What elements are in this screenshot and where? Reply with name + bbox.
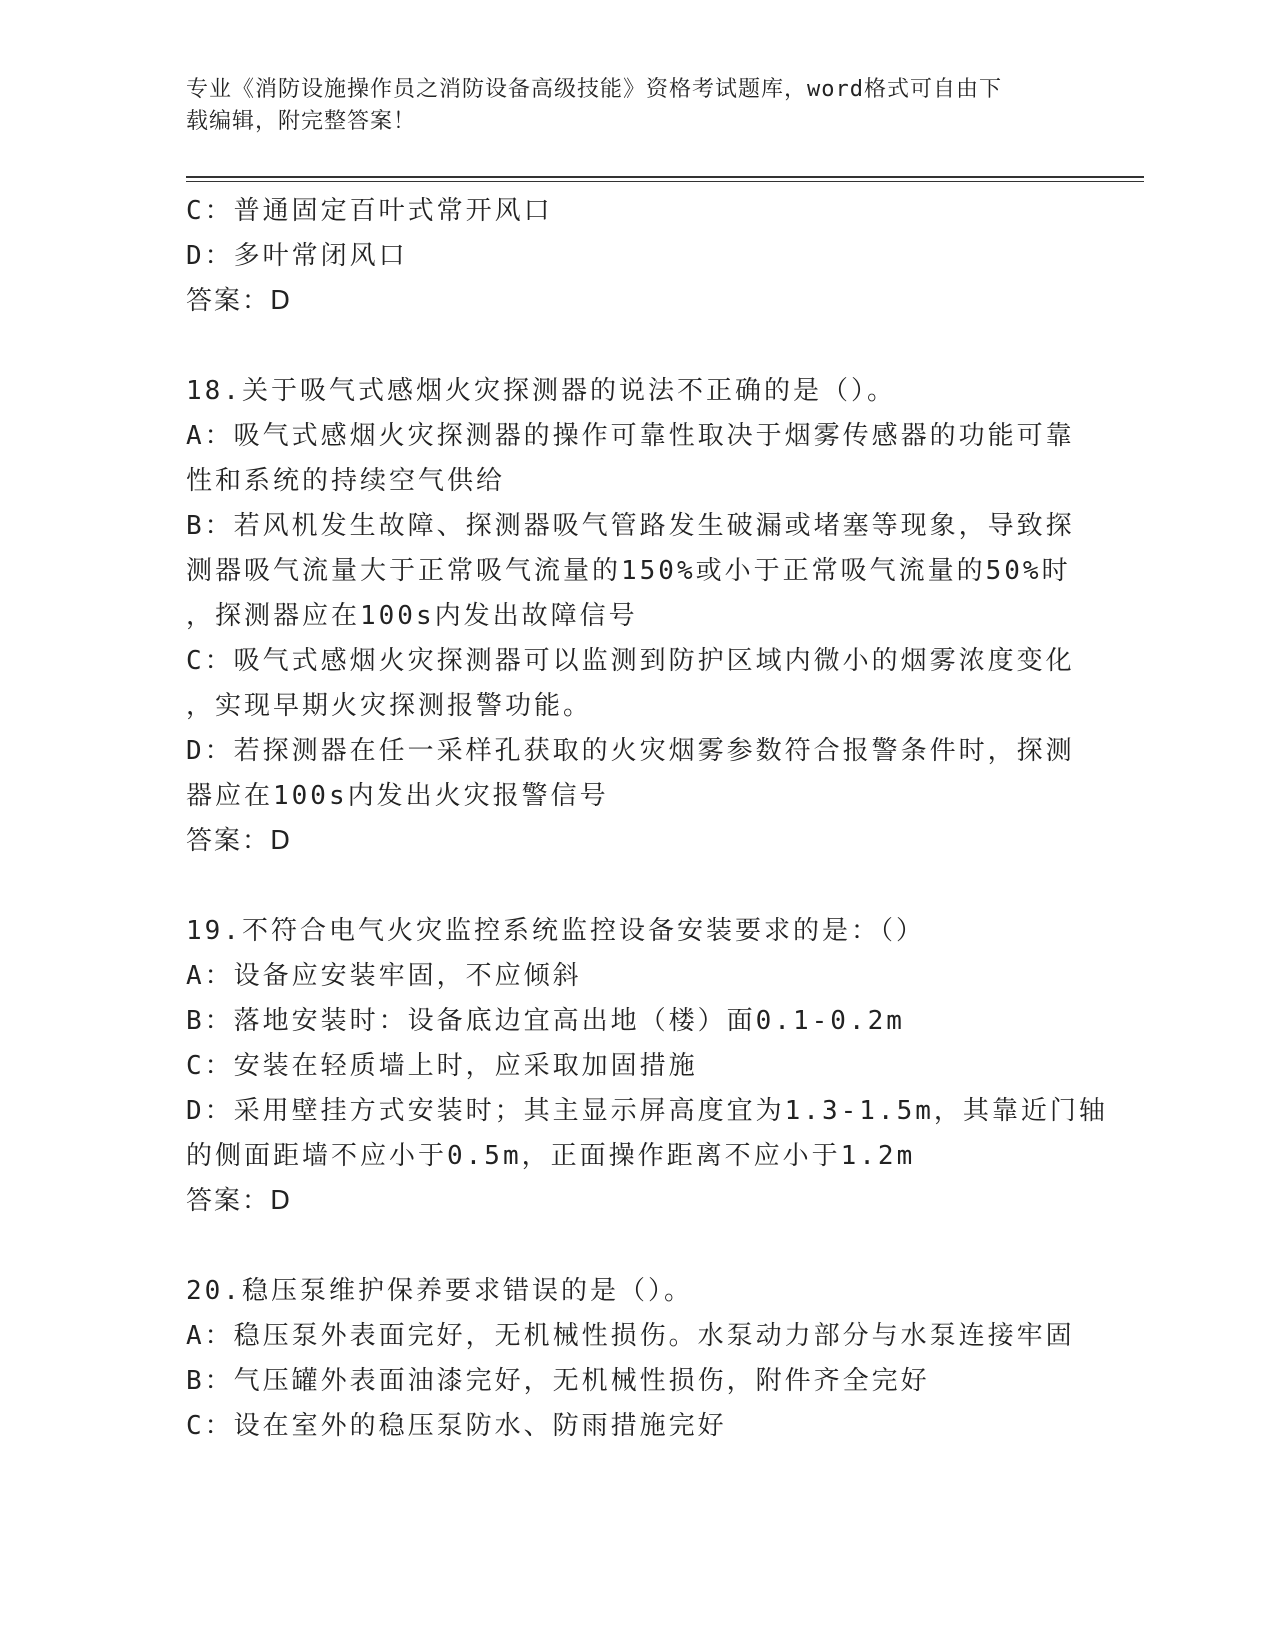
question-17-tail	[186, 189, 1086, 324]
q19-stem: 19.不符合电气火灾监控系统监控设备安装要求的是：（）	[186, 916, 925, 946]
q18-option-a-line-2: 性和系统的持续空气供给	[186, 466, 506, 496]
q18-stem: 18.关于吸气式感烟火灾探测器的说法不正确的是（）。	[186, 376, 896, 406]
q20-stem: 20.稳压泵维护保养要求错误的是（）。	[186, 1276, 693, 1306]
q18-answer: 答案：D	[186, 826, 293, 856]
header-line-2: 载编辑，附完整答案！	[186, 109, 417, 134]
q17-option-c: C：普通固定百叶式常开风口	[186, 196, 553, 226]
q19-answer: 答案：D	[186, 1186, 293, 1216]
header-divider-thick	[186, 176, 1144, 178]
q19-option-b: B：落地安装时：设备底边宜高出地（楼）面0.1-0.2m	[186, 1006, 905, 1036]
header-line-1: 专业《消防设施操作员之消防设备高级技能》资格考试题库，word格式可自由下	[186, 77, 1002, 102]
q20-option-b: B：气压罐外表面油漆完好，无机械性损伤，附件齐全完好	[186, 1366, 930, 1396]
question-18	[186, 369, 1086, 864]
q18-option-b-line-2: 测器吸气流量大于正常吸气流量的150%或小于正常吸气流量的50%时	[186, 556, 1071, 586]
q18-option-d-line-2: 器应在100s内发出火灾报警信号	[186, 781, 609, 811]
q19-option-a: A：设备应安装牢固，不应倾斜	[186, 961, 582, 991]
question-19	[186, 909, 1108, 1224]
q19-option-d-line-2: 的侧面距墙不应小于0.5m，正面操作距离不应小于1.2m	[186, 1141, 916, 1171]
q18-option-c-line-1: C：吸气式感烟火灾探测器可以监测到防护区域内微小的烟雾浓度变化	[186, 646, 1075, 676]
q17-answer: 答案：D	[186, 286, 293, 316]
document-header	[186, 74, 1066, 138]
q19-option-d-line-1: D：采用壁挂方式安装时；其主显示屏高度宜为1.3-1.5m，其靠近门轴	[186, 1096, 1108, 1126]
q19-option-c: C：安装在轻质墙上时，应采取加固措施	[186, 1051, 698, 1081]
q18-option-b-line-1: B：若风机发生故障、探测器吸气管路发生破漏或堵塞等现象，导致探	[186, 511, 1075, 541]
header-divider-thin	[186, 181, 1144, 182]
spacer	[186, 864, 1086, 909]
q20-option-c: C：设在室外的稳压泵防水、防雨措施完好	[186, 1411, 727, 1441]
q18-option-c-line-2: ，实现早期火灾探测报警功能。	[186, 691, 593, 721]
q18-option-a-line-1: A：吸气式感烟火灾探测器的操作可靠性取决于烟雾传感器的功能可靠	[186, 421, 1075, 451]
q18-option-b-line-3: ，探测器应在100s内发出故障信号	[186, 601, 638, 631]
question-20	[186, 1269, 1086, 1449]
spacer	[186, 1224, 1086, 1269]
q20-option-a: A：稳压泵外表面完好，无机械性损伤。水泵动力部分与水泵连接牢固	[186, 1321, 1075, 1351]
spacer	[186, 324, 1086, 369]
document-body	[186, 189, 1108, 1449]
q18-option-d-line-1: D：若探测器在任一采样孔获取的火灾烟雾参数符合报警条件时，探测	[186, 736, 1075, 766]
q17-option-d: D：多叶常闭风口	[186, 241, 408, 271]
